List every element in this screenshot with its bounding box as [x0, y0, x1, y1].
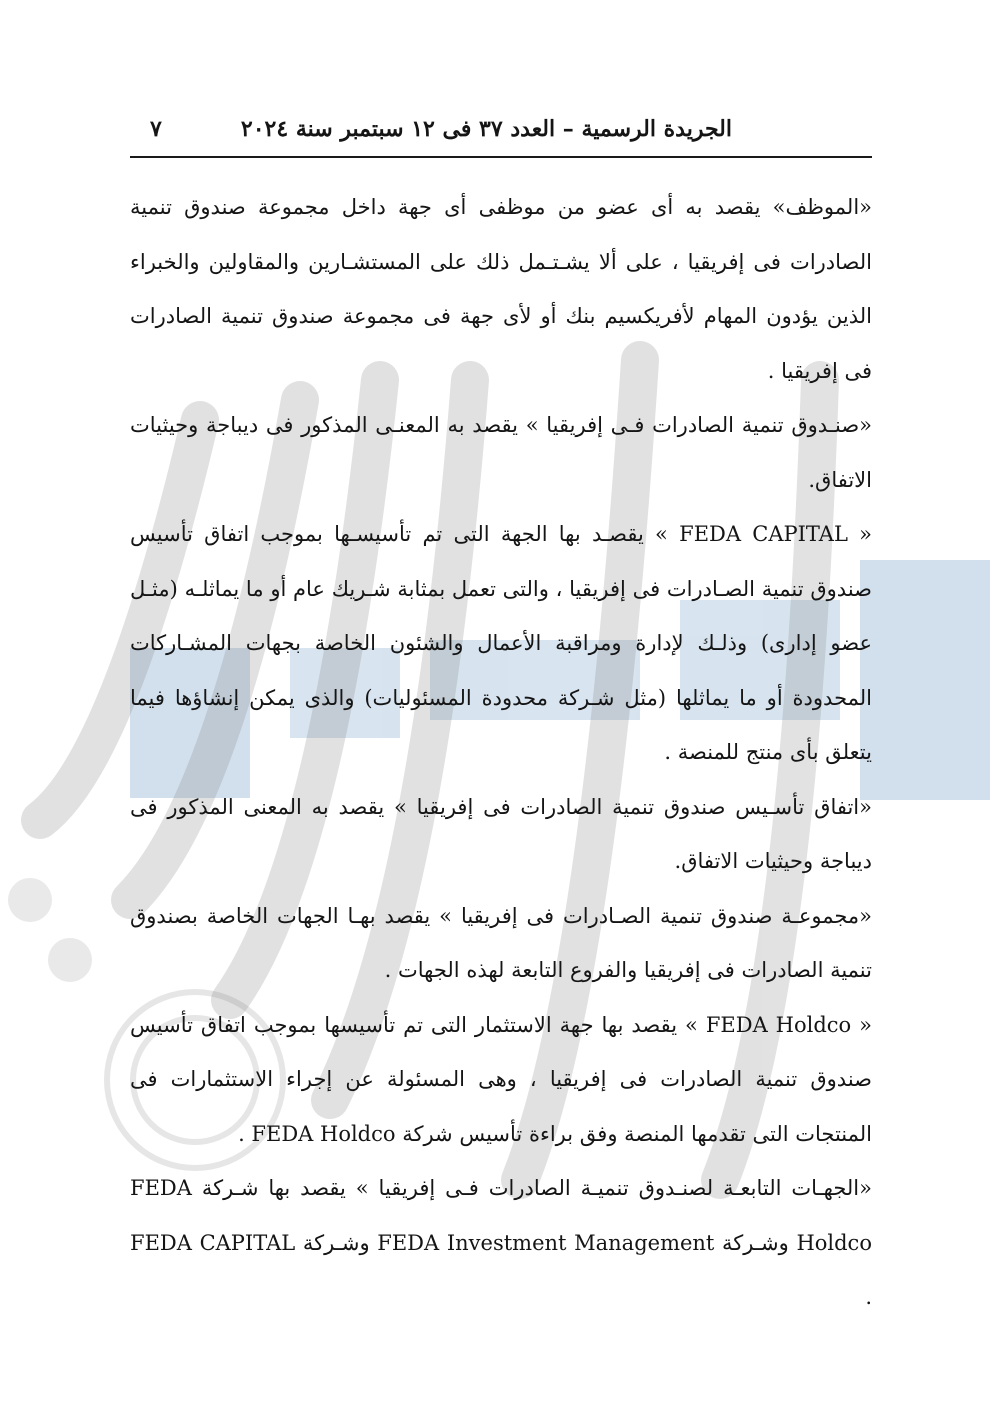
gazette-title: الجريدة الرسمية – العدد ٣٧ فى ١٢ سبتمبر سنة ٢٠٢٤	[240, 116, 732, 142]
page-number: ٧	[150, 116, 162, 142]
page-header	[130, 108, 872, 154]
definition-employee: «الموظف» يقصد به أى عضو من موظفى أى جهة داخل مجموعة صندوق تنمية الصادرات فى إفريقيا ، على ألا يشـتـمل ذلك على المستشـارين والمقاولين والخبراء الذين يؤدون المهام لأفريكسيم بنك أو لأى جهة فى مجموعة صندوق تنمية الصادرات فى إفريقيا .	[130, 195, 872, 383]
definition-feda-affiliates: «الجهـات التابعـة لصنـدوق تنميـة الصادرات فـى إفريقيا » يقصد بها شـركة FEDA Holdco وشـركة FEDA Investment Management وشـركة FEDA CAPITAL .	[130, 1176, 872, 1309]
document-body	[130, 180, 872, 1325]
definition-feda-group: «مجموعـة صندوق تنمية الصـادرات فى إفريقيا » يقصد بهـا الجهات الخاصة بصندوق تنمية الصادرات فى إفريقيا والفروع التابعة لهذه الجهات .	[130, 903, 872, 982]
definition-establishment-agreement: «اتفاق تأسـيس صندوق تنمية الصادرات فى إفريقيا » يقصد به المعنى المذكور فى ديباجة وحيثيات الاتفاق.	[130, 794, 872, 873]
definition-feda-fund: «صنـدوق تنمية الصادرات فـى إفريقيا » يقصد به المعنـى المذكور فى ديباجة وحيثيات الاتفاق.	[130, 413, 872, 492]
definition-feda-holdco: « FEDA Holdco » يقصد بها جهة الاستثمار التى تم تأسيسها بموجب اتفاق تأسيس صندوق تنمية الصادرات فى إفريقيا ، وهى المسئولة عن إجراء الاستثمارات فى المنتجات التى تقدمها المنصة وفق براءة تأسيس شركة FEDA Holdco .	[130, 1012, 872, 1146]
definition-feda-capital: « FEDA CAPITAL » يقصـد بها الجهة التى تم تأسيسـها بموجب اتفاق تأسيس صندوق تنمية الصـادرات فى إفريقيا ، والتى تعمل بمثابة شـريك عام أو ما يماثلـه (مثـل عضو إدارى) وذلـك لإدارة ومراقبة الأعمال والشئون الخاصة بجهات المشـاركات المحدودة أو ما يماثلها (مثل شـركة محدودة المسئوليات) والذى يمكن إنشاؤها فيما يتعلق بأى منتج للمنصة .	[130, 522, 872, 764]
header-divider	[130, 156, 872, 158]
